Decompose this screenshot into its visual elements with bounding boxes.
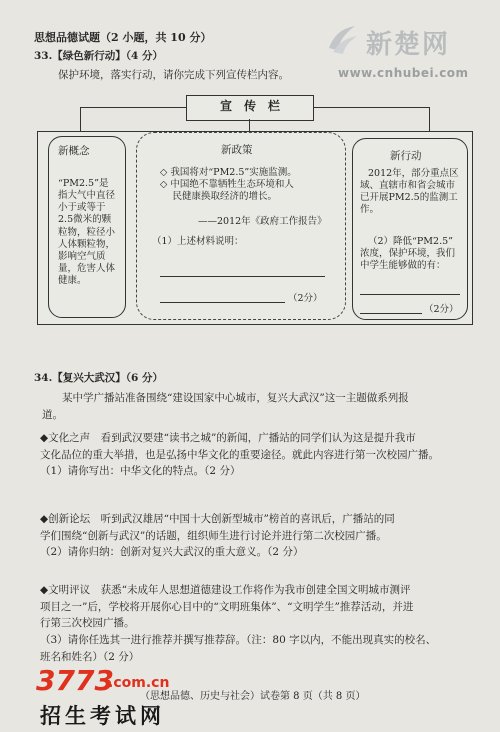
watermark-url: www.cnhubei.com (338, 66, 469, 80)
concept-line: 健康。 (58, 275, 87, 287)
site-logo-slogan: 招生考试网 (40, 704, 165, 728)
board-connector-right (313, 107, 429, 108)
action-question-line: 中学生能够做的有： (360, 260, 446, 272)
concept-line: 粒物，粒径小 (58, 226, 116, 238)
watermark-name: 新楚网 (366, 30, 451, 60)
civility-text-line: ◆文明评议 获悉“未成年人思想道德建设工作将作为我市创建全国文明城市测评 (40, 584, 411, 596)
action-line: 作。 (360, 204, 380, 216)
action-score: （2分） (424, 304, 459, 315)
watermark-logo-icon (325, 22, 359, 56)
concept-line: 指大气中直径 (58, 190, 116, 202)
policy-answer-line-1[interactable] (160, 276, 325, 277)
civility-text-line: 项目之一”后，学校将开展你心目中的“文明班集体”、“文明学生”推荐活动，并进 (40, 600, 414, 613)
board-connector-left-drop (80, 107, 81, 132)
q33-intro: 保护环境，落实行动，请你完成下列宣传栏内容。 (58, 69, 289, 81)
action-answer-line-2[interactable] (360, 313, 422, 314)
innovation-text-line: ◆创新论坛 听到武汉雄居“中国十大创新型城市”榜首的喜讯后，广播站的同 (40, 513, 395, 525)
concept-text (58, 178, 115, 287)
policy-source: ——2012年《政府工作报告》 (198, 216, 327, 227)
policy-item: 民健康换取经济的增长。 (160, 191, 278, 203)
policy-score: （2分） (288, 293, 323, 304)
innovation-question: （2）请你归纳：创新对复兴大武汉的重大意义。（2 分） (40, 546, 304, 559)
q34-intro (40, 392, 409, 422)
action-question-line: （2）降低“PM2.5” (368, 236, 453, 247)
action-heading: 新行动 (390, 150, 422, 162)
action-text (360, 168, 459, 217)
policy-item: ◇ 中国绝不靠牺牲生态环境和人 (160, 179, 294, 191)
concept-line: 小于或等于 (58, 202, 106, 214)
concept-line: “PM2.5”是 (58, 178, 109, 189)
innovation-section (40, 513, 395, 560)
civility-question-line: 班名和姓名）（2 分） (40, 650, 140, 663)
culture-question: （1）请你写出：中华文化的特点。（2 分） (40, 465, 241, 478)
site-logo-domain: .com.cn (108, 675, 170, 691)
culture-text-line: ◆文化之声 看到武汉要建“读书之城”的新闻，广播站的同学们认为这是提升我市 (40, 432, 416, 444)
page-footer: （思想品德、历史与社会）试卷第 8 页（共 8 页） (140, 691, 366, 702)
board-connector-right-drop (429, 107, 430, 132)
watermark-swirl-icon (325, 22, 359, 56)
board-title: 宣 传 栏 (219, 99, 280, 113)
civility-section (40, 584, 436, 664)
culture-section (40, 432, 439, 479)
action-line: 已开展PM2.5的监测工 (360, 192, 458, 204)
policy-answer-line-2[interactable] (160, 302, 285, 303)
concept-line: 2.5微米的颗 (58, 214, 112, 226)
q34-intro-line: 道。 (42, 408, 63, 421)
action-line: 2012年，部分重点区 (368, 168, 459, 179)
action-question-line: 浓度，保护环境，我们 (360, 248, 456, 260)
action-line: 域、直辖市和省会城市 (360, 180, 456, 192)
action-question (360, 236, 455, 272)
innovation-text-line: 学们围绕“创新与武汉”的话题，组织师生进行讨论并进行第二次校园广播。 (40, 529, 387, 542)
board-connector-center-drop (249, 119, 250, 131)
policy-heading: 新政策 (221, 144, 253, 156)
section-title: 思想品德试题（2 小题，共 10 分） (34, 31, 212, 44)
concept-line: 人体颗粒物， (58, 238, 116, 250)
q34-title: 34.【复兴大武汉】（6 分） (34, 372, 163, 384)
policy-question: （1）上述材料说明： (152, 236, 244, 247)
concept-heading: 新概念 (58, 145, 90, 157)
policy-items (160, 167, 297, 203)
action-answer-line-1[interactable] (360, 294, 460, 295)
civility-text-line: 行第三次校园广播。 (40, 617, 135, 630)
q33-title: 33.【绿色新行动】（4 分） (34, 50, 163, 62)
action-panel (352, 138, 468, 320)
culture-text-line: 文化品位的重大举措，也是弘扬中华文化的重要途径。就此内容进行第一次校园广播。 (40, 448, 439, 461)
civility-question-line: （3）请你任选其一进行推荐并撰写推荐辞。（注：80 字以内，不能出现真实的校名、 (40, 633, 437, 646)
site-logo-number: 3773 (36, 664, 114, 697)
concept-line: 影响空气质 (58, 250, 106, 262)
q34-intro-line: 某中学广播站准备围绕“建设国家中心城市，复兴大武汉”这一主题做系列报 (62, 392, 409, 404)
board-connector-left (80, 107, 186, 108)
concept-line: 量，危害人体 (58, 263, 116, 275)
policy-item: ◇ 我国将对“PM2.5”实施监测。 (160, 167, 297, 178)
